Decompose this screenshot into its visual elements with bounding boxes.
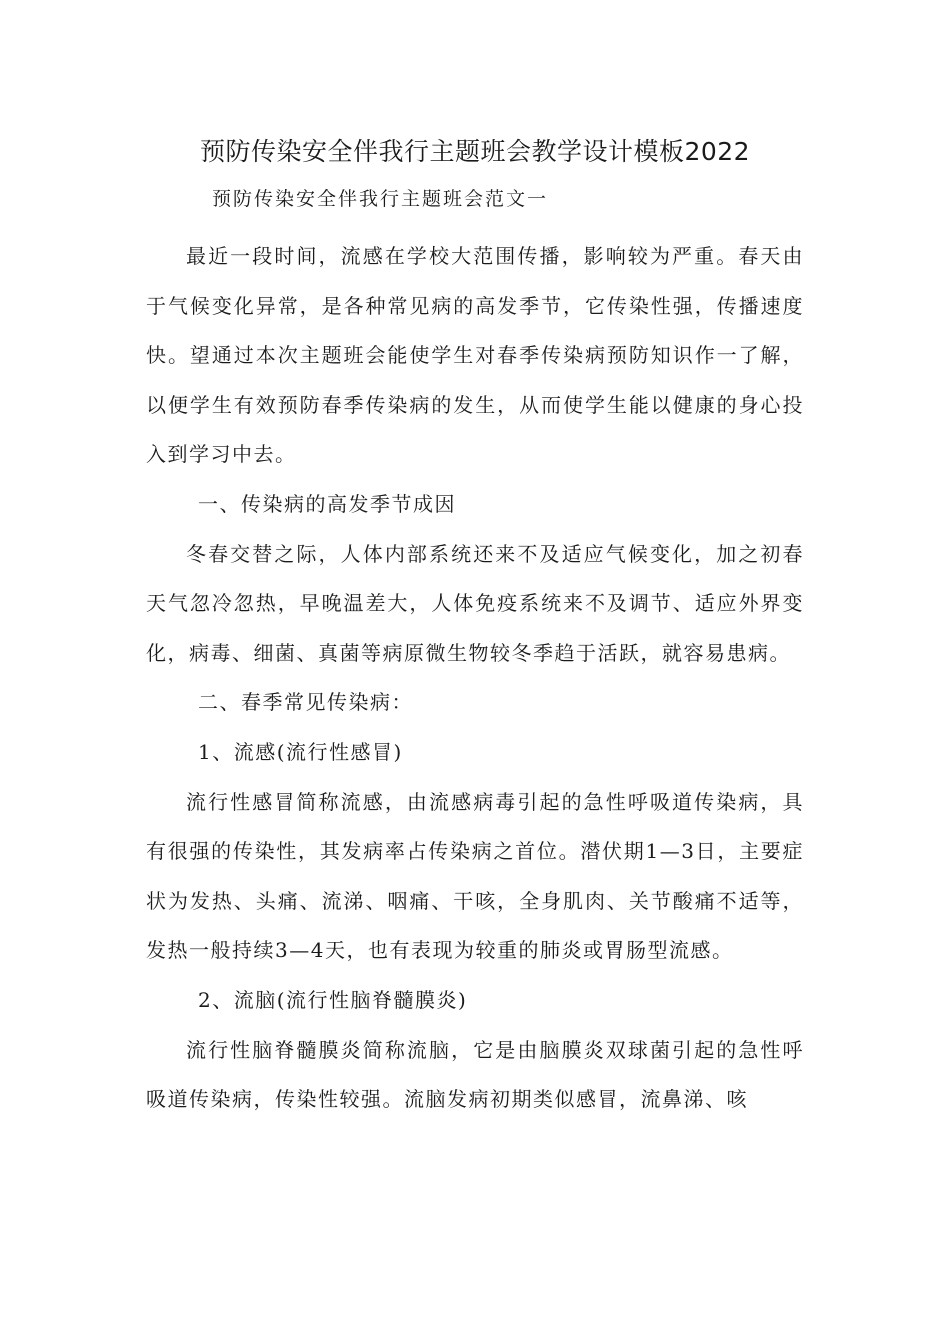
document-subtitle: 预防传染安全伴我行主题班会范文一 [212,188,549,210]
section-heading-causes: 一、传染病的高发季节成因 [198,491,456,516]
paragraph-intro: 最近一段时间，流感在学校大范围传播，影响较为严重。春天由于气候变化异常，是各种常见病的高发季节，它传染性强，传播速度快。望通过本次主题班会能使学生对春季传染病预防知识作一了解，以便学生有效预防春季传染病的发生，从而使学生能以健康的身心投入到学习中去。 [146,244,804,467]
document-title: 预防传染安全伴我行主题班会教学设计模板2022 [199,137,751,166]
document-body [146,232,804,1125]
subsection-heading-meningitis: 2、流脑(流行性脑脊髓膜炎) [198,987,468,1012]
section-heading-common-diseases: 二、春季常见传染病： [198,690,413,715]
paragraph-causes: 冬春交替之际，人体内部系统还来不及适应气候变化，加之初春天气忽冷忽热，早晚温差大，人体免疫系统来不及调节、适应外界变化，病毒、细菌、真菌等病原微生物较冬季趋于活跃，就容易患病。 [146,541,804,665]
subsection-heading-flu: 1、流感(流行性感冒) [198,739,403,764]
paragraph-flu: 流行性感冒简称流感，由流感病毒引起的急性呼吸道传染病，具有很强的传染性，其发病率占传染病之首位。潜伏期1—3日，主要症状为发热、头痛、流涕、咽痛、干咳，全身肌肉、关节酸痛不适等，发热一般持续3—4天，也有表现为较重的肺炎或胃肠型流感。 [146,789,804,963]
paragraph-meningitis: 流行性脑脊髓膜炎简称流脑，它是由脑膜炎双球菌引起的急性呼吸道传染病，传染性较强。流脑发病初期类似感冒，流鼻涕、咳 [146,1037,804,1112]
